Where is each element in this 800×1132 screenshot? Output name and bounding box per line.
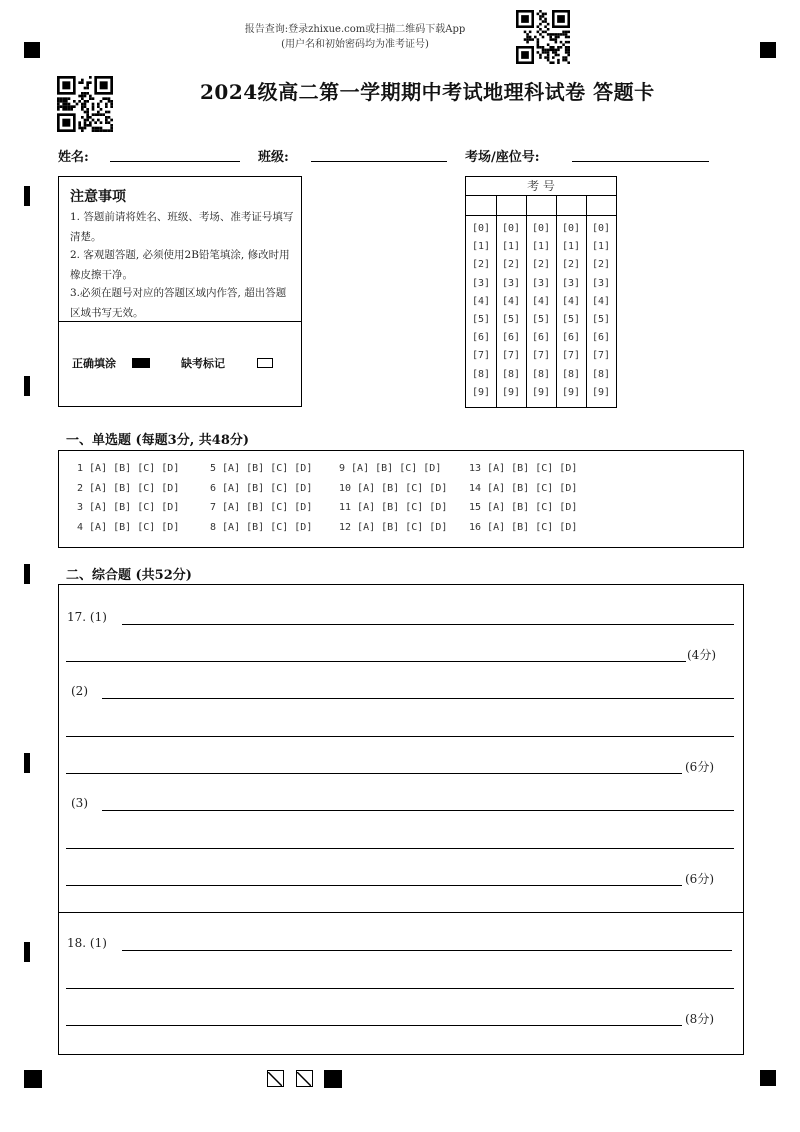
digit-bubble[interactable]: [2] [532, 259, 551, 271]
choice-row-item[interactable]: 3 [A] [B] [C] [D] [77, 502, 180, 513]
choice-row-item[interactable]: 1 [A] [B] [C] [D] [77, 463, 180, 474]
digit-bubble[interactable]: [8] [532, 368, 551, 380]
choice-row-item[interactable]: 14 [A] [B] [C] [D] [469, 482, 578, 494]
digit-bubble[interactable]: [8] [592, 368, 611, 380]
notice-item: 3.必须在题号对应的答题区域内作答, 超出答题区域书写无效。 [70, 287, 287, 319]
timing-mark [24, 564, 30, 584]
digit-bubble[interactable]: [9] [592, 386, 611, 398]
room-seat-field[interactable] [572, 161, 709, 162]
answer-line[interactable] [122, 624, 734, 625]
digit-bubble[interactable]: [4] [562, 295, 581, 307]
qr-code-left [57, 76, 113, 132]
choice-row-item[interactable]: 6 [A] [B] [C] [D] [210, 482, 313, 494]
digit-bubble[interactable]: [2] [472, 259, 491, 271]
digit-bubble[interactable]: [7] [502, 350, 521, 362]
answer-line[interactable] [66, 1025, 682, 1026]
digit-bubble[interactable]: [3] [562, 277, 581, 289]
digit-bubble[interactable]: [8] [472, 368, 491, 380]
q17-part1-label: 17. (1) [67, 610, 107, 624]
digit-bubble[interactable]: [9] [472, 386, 491, 398]
digit-bubble[interactable]: [6] [472, 332, 491, 344]
qr-code-top[interactable] [516, 10, 570, 64]
choice-row-item[interactable]: 12 [A] [B] [C] [D] [339, 521, 448, 533]
notice-item: 2. 客观题答题, 必须使用2B铅笔填涂, 修改时用橡皮擦干净。 [70, 249, 290, 281]
digit-bubble[interactable]: [1] [532, 241, 551, 253]
digit-bubble[interactable]: [0] [502, 223, 521, 234]
name-label: 姓名: [58, 150, 89, 165]
digit-bubble[interactable]: [0] [532, 223, 551, 234]
absent-mark-label: 缺考标记 [181, 357, 225, 370]
answer-area-box [58, 584, 744, 1055]
digit-bubble[interactable]: [5] [502, 314, 521, 325]
q17-part3-label: (3) [71, 796, 88, 810]
class-field[interactable] [311, 161, 447, 162]
digit-bubble[interactable]: [2] [502, 259, 521, 271]
choice-row-item[interactable]: 2 [A] [B] [C] [D] [77, 482, 180, 494]
digit-bubble[interactable]: [1] [472, 241, 491, 253]
corner-mark-top-right [760, 42, 776, 58]
digit-bubble[interactable]: [0] [562, 223, 581, 234]
digit-bubble[interactable]: [6] [592, 332, 611, 344]
grid-column-divider [526, 195, 527, 407]
digit-bubble[interactable]: [5] [532, 314, 551, 325]
choice-row-item[interactable]: 7 [A] [B] [C] [D] [210, 502, 313, 513]
choice-row-item[interactable]: 11 [A] [B] [C] [D] [339, 502, 448, 513]
digit-bubble[interactable]: [0] [592, 223, 611, 234]
digit-bubble[interactable]: [4] [592, 295, 611, 307]
section2-title: 二、综合题 (共52分) [66, 568, 192, 583]
report-query-line2: (用户名和初始密码均为准考证号) [281, 39, 429, 50]
digit-bubble[interactable]: [7] [562, 350, 581, 362]
timing-mark [24, 376, 30, 396]
digit-bubble[interactable]: [8] [562, 368, 581, 380]
digit-bubble[interactable]: [5] [472, 314, 491, 325]
choice-row-item[interactable]: 13 [A] [B] [C] [D] [469, 463, 578, 474]
section1-title: 一、单选题 (每题3分, 共48分) [66, 433, 250, 448]
digit-bubble[interactable]: [8] [502, 368, 521, 380]
grid-column-divider [586, 195, 587, 407]
digit-bubble[interactable]: [3] [502, 277, 521, 289]
room-seat-label: 考场/座位号: [465, 150, 540, 165]
digit-bubble[interactable]: [0] [472, 223, 491, 234]
choice-row-item[interactable]: 10 [A] [B] [C] [D] [339, 482, 448, 494]
divider [59, 321, 301, 322]
timing-mark [24, 753, 30, 773]
choice-row-item[interactable]: 9 [A] [B] [C] [D] [339, 463, 442, 474]
digit-bubble[interactable]: [6] [502, 332, 521, 344]
q17-part2-label: (2) [71, 684, 88, 698]
digit-bubble[interactable]: [4] [532, 295, 551, 307]
answer-line[interactable] [66, 848, 734, 849]
digit-bubble[interactable]: [1] [502, 241, 521, 253]
name-field[interactable] [110, 161, 240, 162]
answer-line[interactable] [66, 661, 686, 662]
grid-column-divider [556, 195, 557, 407]
digit-bubble[interactable]: [3] [532, 277, 551, 289]
choice-row-item[interactable]: 16 [A] [B] [C] [D] [469, 521, 578, 533]
q17-part3-score: (6分) [685, 872, 714, 886]
q17-part1-score: (4分) [687, 648, 716, 662]
grid-column-divider [496, 195, 497, 407]
digit-bubble[interactable]: [7] [532, 350, 551, 362]
page-mark-filled [324, 1070, 342, 1088]
answer-line[interactable] [66, 773, 682, 774]
q17-part2-score: (6分) [685, 760, 714, 774]
question-divider [59, 912, 743, 913]
exam-number-header: 考 号 [466, 177, 616, 196]
answer-line[interactable] [122, 950, 732, 951]
digit-bubble[interactable]: [1] [592, 241, 611, 253]
timing-mark [24, 942, 30, 962]
q18-part1-label: 18. (1) [67, 936, 107, 950]
choice-row-item[interactable]: 8 [A] [B] [C] [D] [210, 521, 313, 533]
digit-bubble[interactable]: [4] [472, 295, 491, 307]
digit-bubble[interactable]: [6] [532, 332, 551, 344]
corner-mark-bottom-left [24, 1070, 42, 1088]
class-label: 班级: [258, 150, 289, 165]
digit-bubble[interactable]: [2] [592, 259, 611, 271]
page-mark-slashed [296, 1070, 313, 1087]
answer-line[interactable] [66, 885, 682, 886]
answer-line[interactable] [102, 698, 734, 699]
notice-item: 1. 答题前请将姓名、班级、考场、准考证号填写清楚。 [70, 211, 294, 243]
choice-row-item[interactable]: 4 [A] [B] [C] [D] [77, 521, 180, 533]
digit-bubble[interactable]: [5] [592, 314, 611, 325]
timing-mark [24, 186, 30, 206]
choice-row-item[interactable]: 15 [A] [B] [C] [D] [469, 502, 578, 513]
digit-bubble[interactable]: [7] [592, 350, 611, 362]
corner-mark-bottom-right [760, 1070, 776, 1086]
digit-bubble[interactable]: [1] [562, 241, 581, 253]
digit-bubble[interactable]: [9] [562, 386, 581, 398]
report-query-line1: 报告查询:登录zhixue.com或扫描二维码下载App [244, 24, 466, 35]
multiple-choice-box [58, 450, 744, 548]
answer-line[interactable] [66, 736, 734, 737]
page-title: 2024级高二第一学期期中考试地理科试卷 答题卡 [200, 80, 655, 104]
correct-fill-label: 正确填涂 [72, 357, 116, 370]
notice-box [58, 176, 302, 407]
digit-bubble[interactable]: [9] [502, 386, 521, 398]
answer-line[interactable] [102, 810, 734, 811]
corner-mark-top-left [24, 42, 40, 58]
exam-number-input-row[interactable] [466, 195, 616, 216]
notice-title: 注意事项 [70, 189, 126, 205]
exam-number-grid [465, 176, 617, 408]
correct-fill-sample [132, 358, 150, 368]
digit-bubble[interactable]: [9] [532, 386, 551, 398]
digit-bubble[interactable]: [3] [472, 277, 491, 289]
absent-mark-checkbox[interactable] [257, 358, 273, 368]
digit-bubble[interactable]: [6] [562, 332, 581, 344]
digit-bubble[interactable]: [5] [562, 314, 581, 325]
answer-line[interactable] [66, 988, 734, 989]
report-query-note [200, 22, 510, 52]
choice-row-item[interactable]: 5 [A] [B] [C] [D] [210, 463, 313, 474]
digit-bubble[interactable]: [3] [592, 277, 611, 289]
digit-bubble[interactable]: [2] [562, 259, 581, 271]
q18-part1-score: (8分) [685, 1012, 714, 1026]
page-mark-slashed [267, 1070, 284, 1087]
digit-bubble[interactable]: [7] [472, 350, 491, 362]
digit-bubble[interactable]: [4] [502, 295, 521, 307]
